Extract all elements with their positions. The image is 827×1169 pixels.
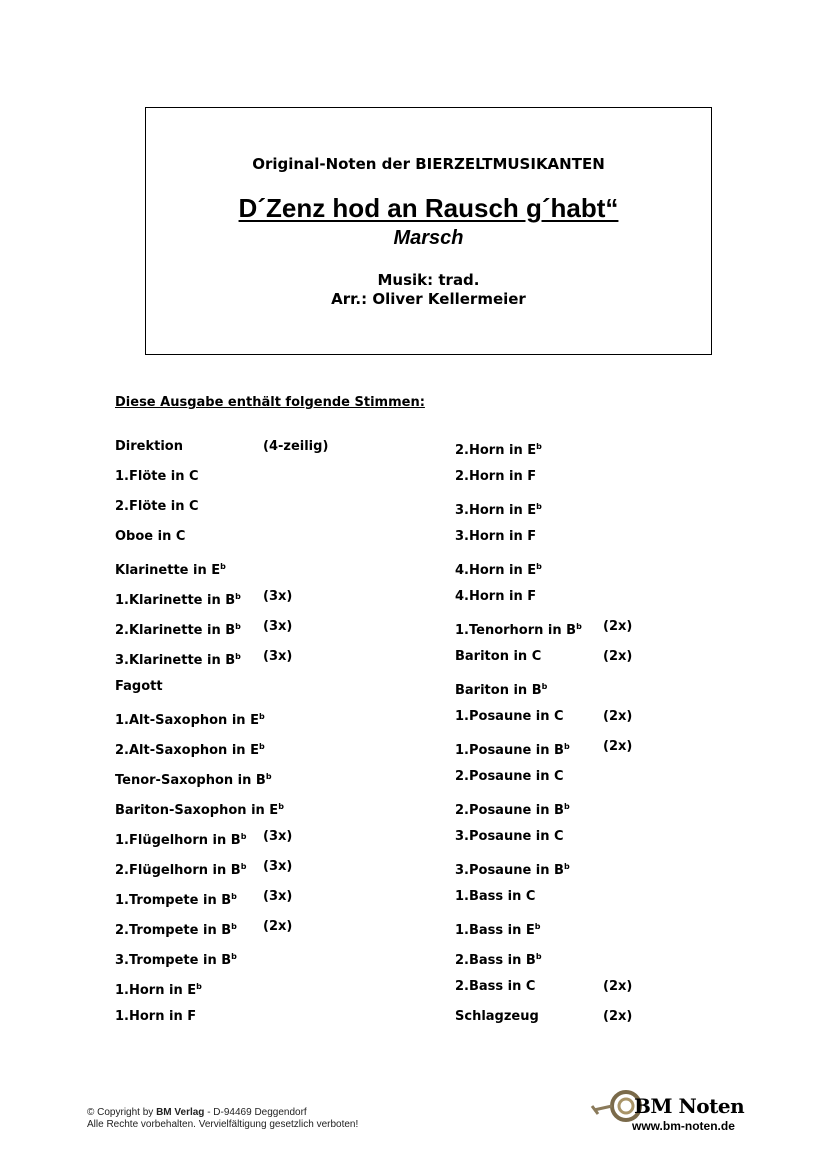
flat-sign: b (278, 802, 284, 811)
flat-sign: b (196, 982, 202, 991)
part-count: (3x) (263, 649, 293, 664)
part-name (455, 619, 582, 639)
bm-noten-logo (590, 1086, 750, 1136)
publisher-name: BM Verlag (156, 1107, 205, 1118)
part-name (115, 589, 241, 609)
part-name (115, 649, 241, 669)
part-name (115, 679, 163, 695)
flat-sign: b (235, 622, 241, 631)
part-name-text: Bariton in C (455, 649, 542, 664)
part-count: (2x) (603, 709, 633, 724)
flat-sign: b (235, 652, 241, 661)
part-name (115, 949, 237, 969)
part-name (115, 1009, 196, 1025)
part-name-text: 3.Posaune in B (455, 863, 564, 878)
part-count: (2x) (603, 649, 633, 664)
part-name-text: 2.Bass in B (455, 953, 536, 968)
part-row (455, 679, 675, 698)
part-row (115, 829, 335, 848)
flat-sign: b (563, 802, 570, 811)
part-name-text: 2.Klarinette in B (115, 623, 236, 638)
part-count: (4-zeilig) (263, 439, 329, 454)
flat-sign: b (231, 952, 237, 961)
part-name-text: 2.Alt-Saxophon in E (115, 743, 259, 758)
part-name (455, 889, 535, 905)
part-name (115, 439, 183, 455)
part-row (115, 649, 335, 668)
part-name (455, 1009, 539, 1025)
part-name-text: 3.Posaune in C (455, 829, 564, 844)
part-row (455, 919, 675, 938)
flat-sign: b (563, 742, 570, 751)
footer-copyright (87, 1107, 358, 1131)
part-name-text: 2.Bass in C (455, 979, 536, 994)
part-row (115, 919, 335, 938)
part-name-text: 1.Posaune in C (455, 709, 564, 724)
part-row (115, 589, 335, 608)
part-name-text: Oboe in C (115, 529, 186, 544)
part-row (115, 499, 335, 515)
part-name (455, 469, 536, 485)
part-name (455, 919, 541, 939)
part-name (115, 619, 241, 639)
flat-sign: b (258, 712, 265, 721)
part-name (455, 949, 542, 969)
part-name (115, 499, 199, 515)
part-row (455, 529, 675, 545)
part-name (455, 739, 570, 759)
part-count: (2x) (603, 1009, 633, 1024)
part-row (115, 559, 335, 578)
part-name-text: 3.Trompete in B (115, 953, 232, 968)
flat-sign: b (220, 562, 226, 571)
flat-sign: b (536, 502, 542, 511)
part-row (115, 469, 335, 485)
part-name (115, 529, 185, 545)
part-name-text: 1.Alt-Saxophon in E (115, 713, 259, 728)
part-count: (2x) (263, 919, 293, 934)
part-row (455, 859, 675, 878)
part-row (455, 949, 675, 968)
flat-sign: b (534, 922, 541, 931)
part-name (115, 739, 265, 759)
part-name (115, 979, 202, 999)
part-name (455, 589, 536, 605)
part-name-text: 2.Posaune in C (455, 769, 564, 784)
part-name (455, 679, 547, 699)
flat-sign: b (535, 952, 542, 961)
part-row (455, 439, 675, 458)
flat-sign: b (235, 592, 241, 601)
part-row (115, 769, 335, 788)
copyright-prefix: © Copyright by (87, 1107, 157, 1118)
part-row (115, 439, 335, 455)
part-name (455, 649, 541, 665)
part-name-text: Schlagzeug (455, 1009, 539, 1024)
flat-sign: b (231, 922, 237, 931)
part-row (455, 619, 675, 638)
flat-sign: b (265, 772, 272, 781)
flat-sign: b (240, 862, 247, 871)
part-name-text: 3.Horn in E (455, 503, 537, 518)
part-count: (3x) (263, 619, 293, 634)
piece-genre: Marsch (393, 227, 464, 249)
part-name-text: 1.Tenorhorn in B (455, 623, 577, 638)
part-row (455, 709, 675, 725)
part-name-text: Tenor-Saxophon in B (115, 773, 266, 788)
part-row (455, 799, 675, 818)
part-name-text: 4.Horn in E (455, 563, 537, 578)
flat-sign: b (536, 562, 542, 571)
publisher-address: - D-94469 Deggendorf (204, 1107, 307, 1118)
part-row (115, 889, 335, 908)
part-name (115, 919, 237, 939)
flat-sign: b (240, 832, 247, 841)
part-name-text: 2.Flöte in C (115, 499, 199, 514)
part-row (115, 799, 335, 818)
part-name (115, 859, 246, 879)
part-name-text: 2.Posaune in B (455, 803, 564, 818)
part-name-text: 3.Klarinette in B (115, 653, 236, 668)
part-name (115, 709, 265, 729)
part-name-text: 2.Trompete in B (115, 923, 232, 938)
part-name (455, 439, 542, 459)
part-name-text: 1.Bass in C (455, 889, 536, 904)
part-row (115, 709, 335, 728)
logo-url: www.bm-noten.de (632, 1119, 735, 1133)
part-count: (2x) (603, 619, 633, 634)
part-name (455, 499, 542, 519)
part-count: (3x) (263, 589, 293, 604)
part-row (115, 1009, 335, 1025)
parts-heading: Diese Ausgabe enthält folgende Stimmen: (115, 395, 425, 410)
part-row (115, 619, 335, 638)
part-name (115, 889, 237, 909)
part-row (115, 679, 335, 695)
part-name-text: 4.Horn in F (455, 589, 537, 604)
part-name (455, 769, 564, 785)
part-count: (3x) (263, 859, 293, 874)
part-name-text: Bariton in B (455, 683, 542, 698)
part-name-text: 1.Flügelhorn in B (115, 833, 241, 848)
part-row (115, 739, 335, 758)
part-name-text: 2.Flügelhorn in B (115, 863, 241, 878)
rights-notice: Alle Rechte vorbehalten. Vervielfältigung gesetzlich verboten! (87, 1119, 359, 1130)
part-name-text: 1.Flöte in C (115, 469, 199, 484)
part-name-text: 1.Bass in E (455, 923, 535, 938)
part-name (115, 799, 284, 819)
part-row (115, 859, 335, 878)
part-name-text: Bariton-Saxophon in E (115, 803, 279, 818)
part-name (455, 709, 564, 725)
part-row (455, 589, 675, 605)
part-name (455, 559, 542, 579)
series-line: Original-Noten der BIERZELTMUSIKANTEN (252, 155, 605, 173)
part-name-text: 1.Trompete in B (115, 893, 232, 908)
music-credit: Musik: trad. (377, 271, 480, 289)
part-name-text: 1.Horn in E (115, 983, 197, 998)
part-row (115, 529, 335, 545)
part-name-text: 2.Horn in E (455, 443, 537, 458)
part-row (455, 739, 675, 758)
part-row (455, 889, 675, 905)
title-box (145, 107, 712, 355)
part-name-text: 3.Horn in F (455, 529, 537, 544)
logo-text: BM Noten (634, 1094, 745, 1118)
part-row (455, 499, 675, 518)
part-name (115, 829, 246, 849)
flat-sign: b (231, 892, 237, 901)
part-name (455, 979, 535, 995)
flat-sign: b (563, 862, 570, 871)
piece-title: D´Zenz hod an Rausch g´habt“ (238, 193, 619, 223)
part-row (455, 979, 675, 995)
flat-sign: b (536, 442, 542, 451)
part-row (455, 769, 675, 785)
part-count: (2x) (603, 739, 633, 754)
part-name (455, 529, 536, 545)
part-name-text: 1.Klarinette in B (115, 593, 236, 608)
part-name (455, 799, 570, 819)
part-name-text: 1.Horn in F (115, 1009, 197, 1024)
part-name (455, 859, 570, 879)
part-count: (2x) (603, 979, 633, 994)
arranger-credit: Arr.: Oliver Kellermeier (331, 290, 526, 308)
flat-sign: b (258, 742, 265, 751)
part-name-text: Klarinette in E (115, 563, 221, 578)
part-row (455, 1009, 675, 1025)
part-row (455, 649, 675, 665)
part-name-text: 2.Horn in F (455, 469, 537, 484)
part-row (455, 829, 675, 845)
part-name (115, 559, 226, 579)
part-name (115, 469, 199, 485)
part-count: (3x) (263, 829, 293, 844)
part-name-text: 1.Posaune in B (455, 743, 564, 758)
part-row (455, 469, 675, 485)
part-name-text: Fagott (115, 679, 163, 694)
part-name (455, 829, 564, 845)
flat-sign: b (576, 622, 582, 631)
flat-sign: b (541, 682, 548, 691)
part-row (115, 979, 335, 998)
part-count: (3x) (263, 889, 293, 904)
part-name (115, 769, 272, 789)
part-row (115, 949, 335, 968)
part-name-text: Direktion (115, 439, 183, 454)
part-row (455, 559, 675, 578)
